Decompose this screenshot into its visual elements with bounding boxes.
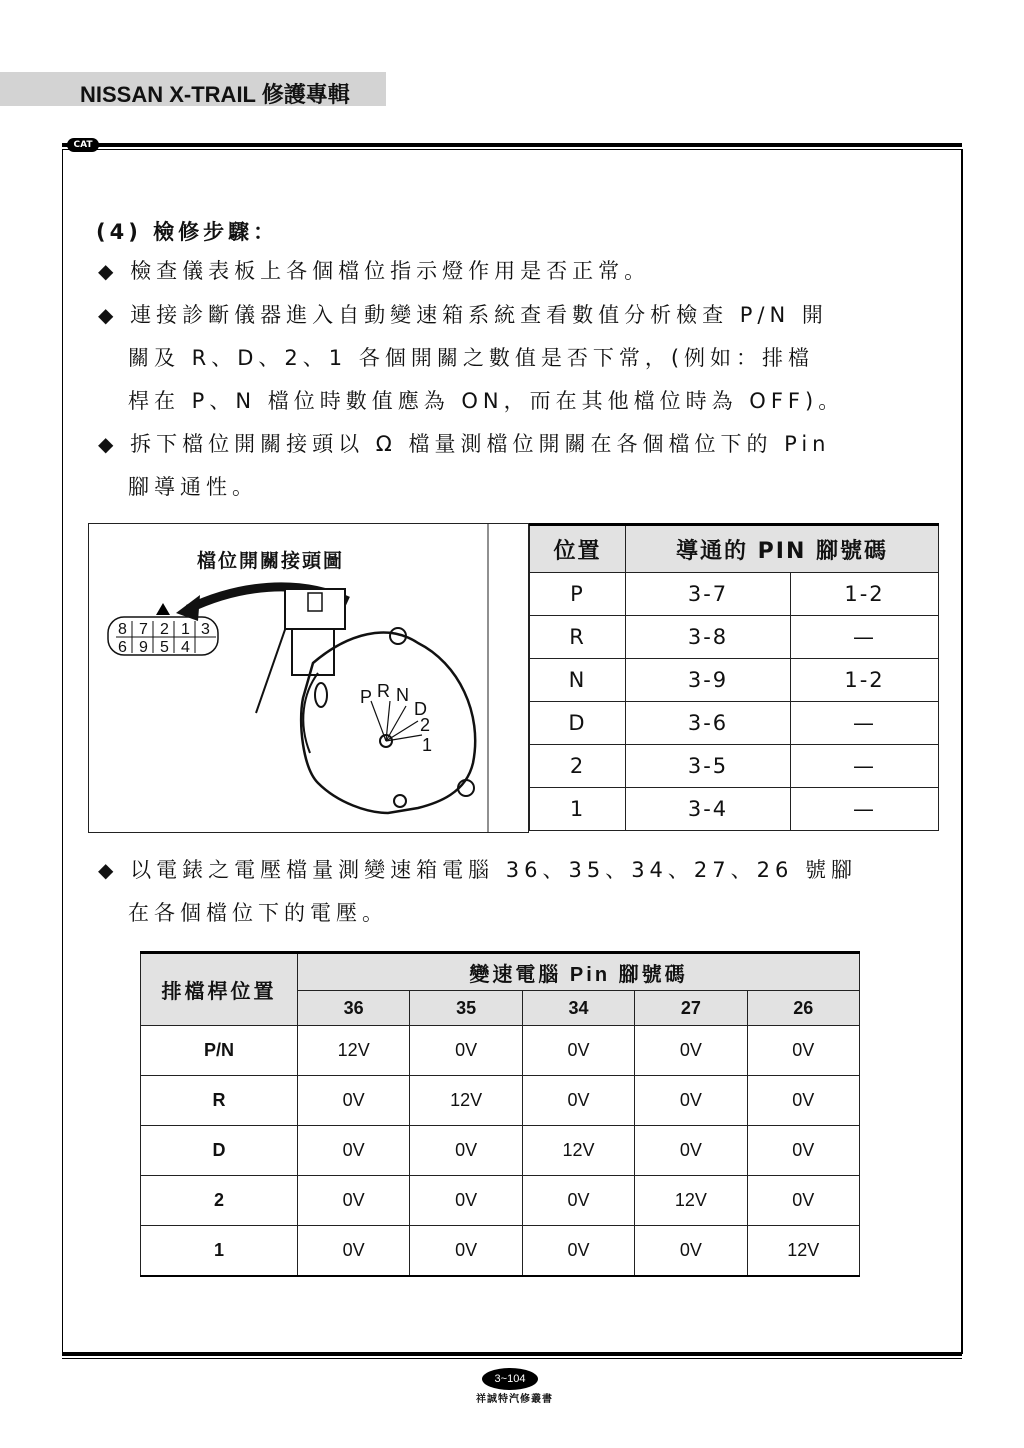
bullet-4-line-1: 以電錶之電壓檔量測變速箱電腦 36、35、34、27、26 號腳 [130, 858, 858, 882]
table-cell: 0V [410, 1176, 522, 1226]
frame-right [961, 149, 963, 1354]
table-cell: R [141, 1076, 298, 1126]
table-cell: 3-5 [626, 745, 791, 788]
table-cell: 1 [141, 1226, 298, 1277]
bullet-2-line-3: 桿在 P、N 檔位時數值應為 ON，而在其他檔位時為 OFF)。 [128, 389, 845, 413]
bullet-1-line-1: 檢查儀表板上各個檔位指示燈作用是否正常。 [130, 259, 651, 283]
bullet-2-line-1: 連接診斷儀器進入自動變速箱系統查看數值分析檢查 P/N 開 [130, 303, 828, 327]
table-cell: 0V [298, 1176, 410, 1226]
table-cell: 2 [141, 1176, 298, 1226]
bullet-4-line-2: 在各個檔位下的電壓。 [128, 901, 388, 925]
dial-label: R [377, 681, 390, 701]
voltage-table-row-header: 排檔桿位置 [141, 953, 298, 1026]
pin-label: 2 [160, 621, 169, 638]
table-cell: 1-2 [791, 573, 939, 616]
bullet-3 [98, 434, 831, 455]
dial-label: 2 [420, 715, 431, 735]
bullet-1 [98, 261, 650, 282]
pin-label: 3 [201, 621, 210, 638]
pin-column-header: 35 [410, 991, 522, 1026]
table-cell: 0V [635, 1076, 747, 1126]
pin-table-header-pins: 導通的 PIN 腳號碼 [626, 525, 939, 573]
table-row [530, 702, 939, 745]
bullet-2-line-2: 關及 R、D、2、1 各個開關之數值是否下常，(例如：排檔 [128, 346, 815, 370]
dial-label: D [414, 699, 427, 719]
bullet-diamond-icon: ◆ [98, 259, 119, 283]
table-row [141, 1026, 860, 1076]
table-cell: 12V [522, 1126, 634, 1176]
frame-left [62, 149, 63, 1354]
top-rule-thin [62, 149, 962, 150]
table-cell: 0V [635, 1126, 747, 1176]
pin-column-header: 36 [298, 991, 410, 1026]
connector-diagram-title: 檔位開關接頭圖 [197, 550, 345, 572]
table-cell: 3-6 [626, 702, 791, 745]
table-row [141, 1176, 860, 1226]
table-cell: 0V [298, 1226, 410, 1277]
table-row [530, 788, 939, 831]
table-row [530, 659, 939, 702]
table-cell: 0V [522, 1076, 634, 1126]
publisher-name: 祥誠特汽修叢書 [476, 1394, 553, 1405]
key-marker-icon [156, 603, 170, 615]
pin-column-header: 26 [747, 991, 859, 1026]
pin-label: 9 [139, 639, 148, 656]
table-cell: 0V [298, 1126, 410, 1176]
table-cell: 0V [747, 1126, 859, 1176]
table-row [530, 573, 939, 616]
bottom-rule [62, 1352, 962, 1356]
section-title: (4) 檢修步驟： [96, 220, 279, 244]
table-cell: 0V [298, 1076, 410, 1126]
top-rule [62, 143, 962, 147]
table-cell: P/N [141, 1026, 298, 1076]
bullet-diamond-icon: ◆ [98, 858, 119, 882]
switch-diagram-icon [88, 523, 529, 833]
table-cell: 2 [530, 745, 626, 788]
pin-column-header: 27 [635, 991, 747, 1026]
bullet-diamond-icon: ◆ [98, 303, 119, 327]
table-row [141, 1226, 860, 1277]
bottom-rule-thin [62, 1358, 962, 1359]
table-cell: 1 [530, 788, 626, 831]
connector-bottom-pins [118, 639, 190, 656]
table-cell: — [791, 702, 939, 745]
dial-label: P [360, 687, 373, 707]
table-cell: N [530, 659, 626, 702]
table-cell: 0V [635, 1026, 747, 1076]
table-row [530, 616, 939, 659]
table-cell: 12V [747, 1226, 859, 1277]
table-cell: 0V [522, 1176, 634, 1226]
table-row [530, 745, 939, 788]
table-cell: 0V [747, 1076, 859, 1126]
pin-label: 8 [118, 621, 127, 638]
pin-label: 5 [160, 639, 169, 656]
table-row [141, 1126, 860, 1176]
pin-continuity-table [529, 523, 939, 831]
table-cell: 12V [410, 1076, 522, 1126]
table-cell: 3-9 [626, 659, 791, 702]
table-cell: 0V [522, 1226, 634, 1277]
table-cell: — [791, 616, 939, 659]
page-header-title: NISSAN X-TRAIL 修護專輯 [80, 82, 350, 107]
dial-label: 1 [422, 735, 433, 755]
bullet-diamond-icon: ◆ [98, 432, 119, 456]
table-cell: 1-2 [791, 659, 939, 702]
table-cell: D [530, 702, 626, 745]
bullet-4 [98, 860, 857, 881]
dial-label: N [396, 685, 409, 705]
bullet-3-line-1: 拆下檔位開關接頭以 Ω 檔量測檔位開關在各個檔位下的 Pin [130, 432, 831, 456]
table-cell: 12V [635, 1176, 747, 1226]
table-cell: D [141, 1126, 298, 1176]
table-cell: 0V [635, 1226, 747, 1277]
table-cell: 0V [410, 1026, 522, 1076]
pin-label: 4 [181, 639, 190, 656]
publisher-logo: CAT [67, 138, 99, 152]
table-cell: 0V [522, 1026, 634, 1076]
table-cell: — [791, 788, 939, 831]
pin-label: 1 [181, 621, 190, 638]
table-cell: 12V [298, 1026, 410, 1076]
table-cell: 0V [410, 1126, 522, 1176]
table-cell: — [791, 745, 939, 788]
table-cell: 3-7 [626, 573, 791, 616]
table-cell: 0V [747, 1026, 859, 1076]
table-cell: 0V [410, 1226, 522, 1277]
bullet-2 [98, 305, 828, 326]
pin-label: 7 [139, 621, 148, 638]
table-cell: 0V [747, 1176, 859, 1226]
table-cell: 3-4 [626, 788, 791, 831]
pin-table-header-position: 位置 [530, 525, 626, 573]
pin-label: 6 [118, 639, 127, 656]
pin-column-header: 34 [522, 991, 634, 1026]
table-cell: P [530, 573, 626, 616]
voltage-table [140, 951, 860, 1277]
bullet-3-line-2: 腳導通性。 [128, 475, 258, 499]
voltage-table-group-header: 變速電腦 Pin 腳號碼 [298, 953, 860, 991]
page-number: 3~104 [482, 1368, 538, 1390]
table-cell: R [530, 616, 626, 659]
table-cell: 3-8 [626, 616, 791, 659]
table-row [141, 1076, 860, 1126]
